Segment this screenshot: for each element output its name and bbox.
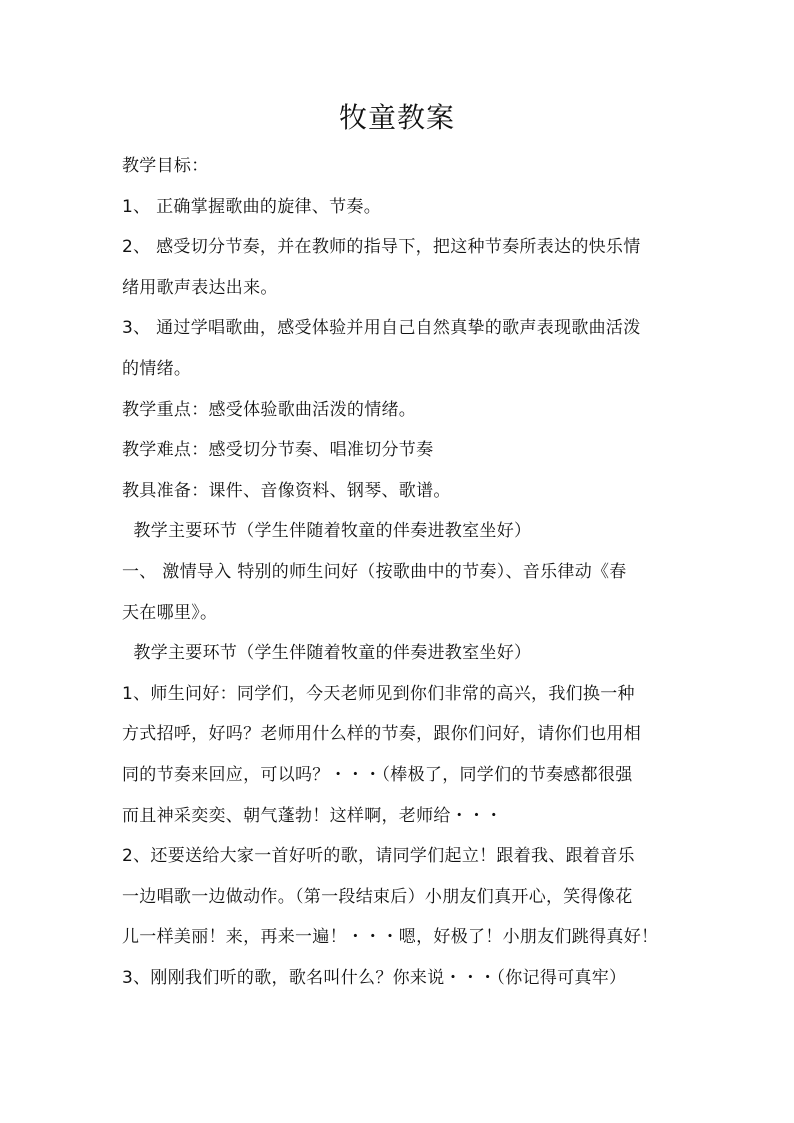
paragraph-line: 教学重点：感受体验歌曲活泼的情绪。 bbox=[122, 399, 417, 420]
paragraph-line: 教学目标： bbox=[122, 156, 209, 176]
paragraph-line: 教具准备：课件、音像资料、钢琴、歌谱。 bbox=[122, 480, 451, 501]
paragraph-line: 3、 通过学唱歌曲，感受体验并用自己自然真挚的歌声表现歌曲活泼 bbox=[122, 318, 641, 339]
paragraph-line: 方式招呼，好吗？老师用什么样的节奏，跟你们问好，请你们也用相 bbox=[122, 724, 641, 745]
paragraph-line: 的情绪。 bbox=[122, 358, 192, 379]
paragraph-line: 教学难点：感受切分节奏、唱准切分节奏 bbox=[122, 440, 434, 461]
paragraph-line: 1、师生问好：同学们，今天老师见到你们非常的高兴，我们换一种 bbox=[122, 683, 635, 704]
document-title: 牧童教案 bbox=[338, 101, 455, 134]
paragraph-line: 天在哪里》。 bbox=[122, 602, 218, 623]
paragraph-line: 1、 正确掌握歌曲的旋律、节奏。 bbox=[122, 196, 382, 217]
section-heading: 教学主要环节（学生伴随着牧童的伴奏进教室坐好） bbox=[122, 521, 532, 542]
paragraph-line: 2、还要送给大家一首好听的歌，请同学们起立！跟着我、跟着音乐 bbox=[122, 846, 635, 867]
document-body bbox=[122, 146, 678, 998]
paragraph-line: 2、 感受切分节奏，并在教师的指导下，把这种节奏所表达的快乐情 bbox=[122, 237, 641, 258]
paragraph-line: 同的节奏来回应，可以吗？・・・（棒极了，同学们的节奏感都很强 bbox=[122, 764, 633, 785]
paragraph-line: 而且神采奕奕、朝气蓬勃！这样啊，老师给・・・ bbox=[122, 805, 503, 826]
paragraph-line: 绪用歌声表达出来。 bbox=[122, 277, 278, 298]
paragraph-line: 儿一样美丽！来，再来一遍！・・・嗯，好极了！小朋友们跳得真好！ bbox=[122, 927, 659, 948]
paragraph-line: 一、 激情导入 特别的师生问好（按歌曲中的节奏）、音乐律动《春 bbox=[122, 561, 627, 582]
paragraph-line: 一边唱歌一边做动作。（第一段结束后）小朋友们真开心，笑得像花 bbox=[122, 886, 633, 907]
paragraph-line: 3、刚刚我们听的歌，歌名叫什么？你来说・・・（你记得可真牢） bbox=[122, 967, 627, 988]
section-heading: 教学主要环节（学生伴随着牧童的伴奏进教室坐好） bbox=[122, 643, 532, 664]
